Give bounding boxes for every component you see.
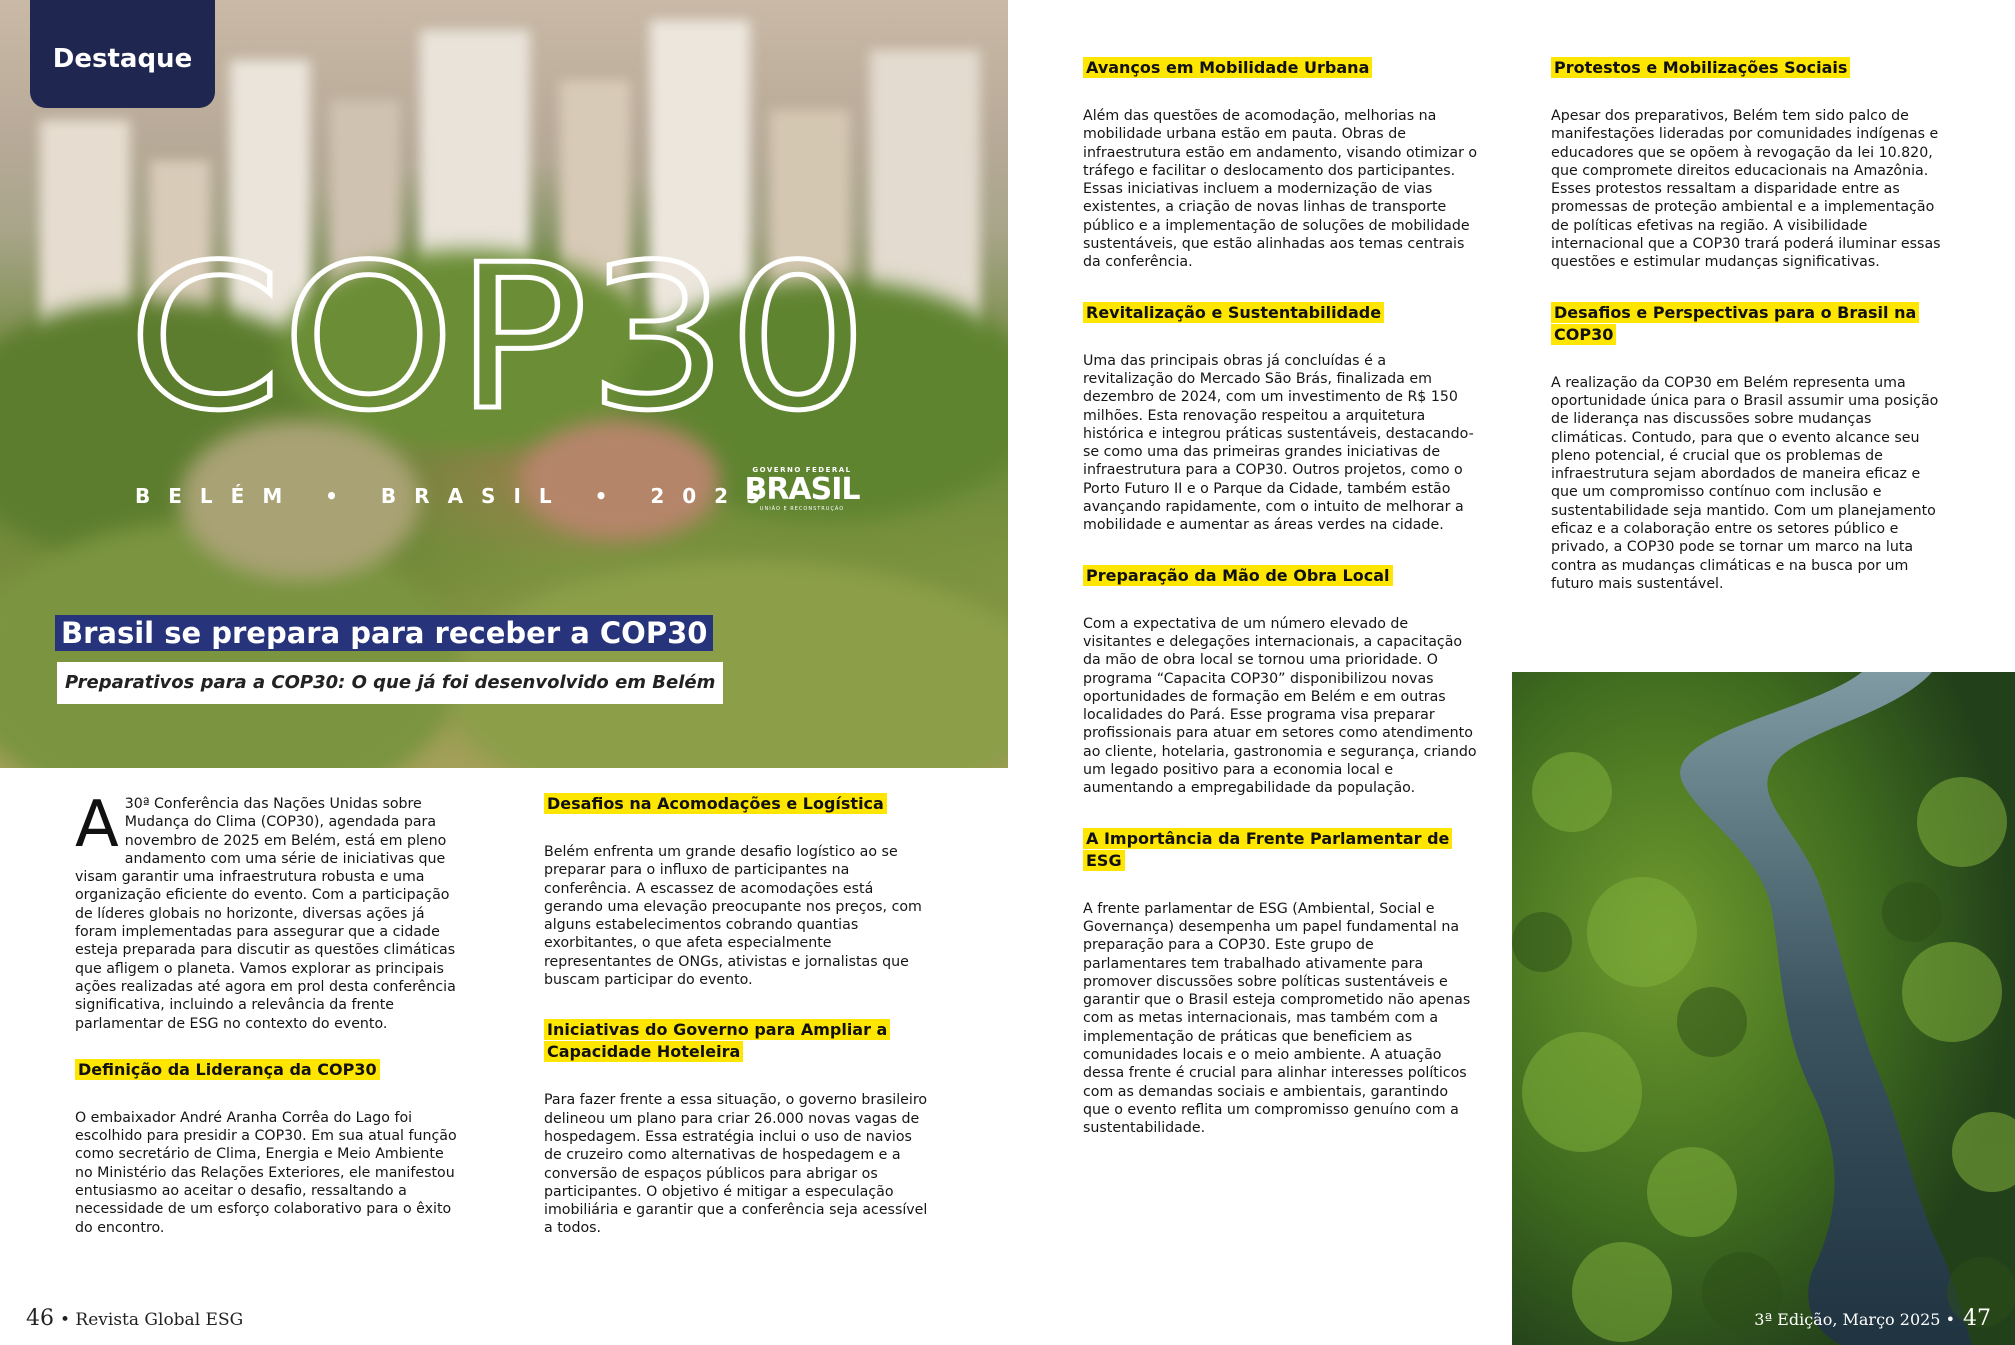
footer-left [26, 1306, 243, 1331]
heading-perspectivas: Desafios e Perspectivas para o Brasil na COP30 [1551, 302, 1919, 345]
gov-logo-top: GOVERNO FEDERAL [752, 466, 852, 474]
gov-logo-bottom: UNIÃO E RECONSTRUÇÃO [759, 506, 845, 512]
intro-paragraph [75, 788, 460, 1033]
text-mobilidade: Além das questões de acomodação, melhorias na mobilidade urbana estão em pauta. Obras de infraestrutura estão em andamento, visando otimizar o tráfego e facilitar o deslocamento dos participantes. Essas iniciativas incluem a modernização de vias existentes, a criação de novas linhas de transporte público e a implementação de soluções de mobilidade sustentáveis, que estão alinhadas aos temas centrais da conferência. [1083, 108, 1478, 271]
column-3 [1083, 57, 1478, 1137]
column-2 [544, 793, 934, 1238]
article-title: Brasil se prepara para receber a COP30 [55, 615, 713, 651]
text-lideranca: O embaixador André Aranha Corrêa do Lago foi escolhido para presidir a COP30. Em sua atual função como secretário de Clima, Energia e Meio Ambiente no Ministério das Relações Exteriores, ele manifestou entusiasmo ao aceitar o desafio, ressaltando a necessidade de um esforço colaborativo para o êxito do encontro. [75, 1109, 457, 1236]
heading-protestos: Protestos e Mobilizações Sociais [1551, 57, 1850, 78]
heading-frente-parlamentar: A Importância da Frente Parlamentar de ESG [1083, 828, 1452, 871]
drop-cap: A [75, 788, 119, 862]
amazon-river-photo [1512, 672, 2015, 1345]
section-badge: Destaque [30, 0, 215, 108]
article-subtitle: Preparativos para a COP30: O que já foi desenvolvido em Belém [57, 662, 723, 704]
cop30-logo-subtitle: BELÉM • BRASIL • 2025 [135, 484, 779, 508]
heading-mobilidade: Avanços em Mobilidade Urbana [1083, 57, 1372, 78]
text-revitalizacao: Uma das principais obras já concluídas é a revitalização do Mercado São Brás, finalizada em dezembro de 2024, com um investimento de R$ 150 milhões. Esta renovação respeitou a arquitetura histórica e integrou práticas sustentáveis, destacando-se como uma das primeiras grandes iniciativas de infraestrutura para a COP30. Outros projetos, como o Porto Futuro II e o Parque da Cidade, também estão avançando rapidamente, com o intuito de melhorar a mobilidade e aumentar as áreas verdes na cidade. [1083, 352, 1474, 534]
edition-info: 3ª Edição, Março 2025 • [1754, 1310, 1955, 1329]
heading-acomodacoes: Desafios na Acomodações e Logística [544, 793, 887, 814]
gov-logo-word: BRASIL [744, 472, 860, 507]
heading-revitalizacao: Revitalização e Sustentabilidade [1083, 302, 1384, 323]
heading-hoteleira: Iniciativas do Governo para Ampliar a Capacidade Hoteleira [544, 1019, 890, 1062]
column-4 [1551, 57, 1946, 593]
hero-photo [0, 0, 1008, 768]
intro-text: 30ª Conferência das Nações Unidas sobre Mudança do Clima (COP30), agendada para novembro de 2025 em Belém, está em pleno andamento com uma série de iniciativas que visam garantir uma infraestrutura robusta e uma organização eficiente do evento. Com a participação de líderes globais no horizonte, diversas ações já foram implementadas para assegurar que a cidade esteja preparada para discutir as questões climáticas que afligem o planeta. Vamos explorar as principais ações realizadas até agora em prol desta conferência significativa, incluindo a relevância da frente parlamentar de ESG no contexto do evento. [75, 796, 456, 1032]
heading-lideranca: Definição da Liderança da COP30 [75, 1059, 380, 1080]
governo-federal-logo [742, 466, 862, 526]
text-hoteleira: Para fazer frente a essa situação, o governo brasileiro delineou um plano para criar 26.000 novas vagas de hospedagem. Essa estratégia inclui o uso de navios de cruzeiro como alternativas de hospedagem e a conversão de espaços públicos para abrigar os participantes. O objetivo é mitigar a especulação imobiliária e garantir que a conferência seja acessível a todos. [544, 1092, 928, 1237]
text-protestos: Apesar dos preparativos, Belém tem sido palco de manifestações lideradas por comunidades indígenas e educadores que se opõem à revogação da lei 10.820, que compromete direitos educacionais na Amazônia. Esses protestos ressaltam a disparidade entre as promessas de proteção ambiental e a implementação de políticas efetivas na região. A visibilidade internacional que a COP30 trará poderá iluminar essas questões e estimular mudanças significativas. [1551, 108, 1941, 271]
page-number-right: 47 [1963, 1306, 1991, 1331]
text-acomodacoes: Belém enfrenta um grande desafio logístico ao se preparar para o influxo de participantes na conferência. A escassez de acomodações está gerando uma elevação preocupante nos preços, com alguns estabelecimentos cobrando quantias exorbitantes, o que afeta especialmente representantes de ONGs, ativistas e jornalistas que buscam participar do evento. [544, 844, 922, 989]
text-perspectivas: A realização da COP30 em Belém representa uma oportunidade única para o Brasil assumir uma posição de liderança nas discussões sobre mudanças climáticas. Contudo, para que o evento alcance seu pleno potencial, é crucial que os problemas de infraestrutura sejam abordados de maneira eficaz e que um compromisso contínuo com inclusão e sustentabilidade seja mantido. Com um planejamento eficaz e a colaboração entre os setores público e privado, a COP30 pode se tornar um marco na luta contra as mudanças climáticas e na busca por um futuro mais sustentável. [1551, 374, 1939, 592]
text-mao-de-obra: Com a expectativa de um número elevado de visitantes e delegações internacionais, a capacitação da mão de obra local se tornou uma prioridade. O programa “Capacita COP30” disponibilizou novas oportunidades de formação em Belém e em outras localidades do Pará. Esse programa visa preparar profissionais para atuar em setores como atendimento ao cliente, hotelaria, gastronomia e segurança, criando um legado positivo para a economia local e aumentando a empregabilidade da população. [1083, 615, 1477, 797]
footer-right [1754, 1306, 1991, 1331]
cop30-logo-text: COP30 [128, 255, 868, 425]
river-illustration [1512, 672, 2015, 1345]
magazine-name: • Revista Global ESG [60, 1310, 244, 1330]
page-number-left: 46 [26, 1306, 54, 1331]
text-frente-parlamentar: A frente parlamentar de ESG (Ambiental, Social e Governança) desempenha um papel fundamental na preparação para a COP30. Este grupo de parlamentares tem trabalhado ativamente para promover discussões sobre políticas sustentáveis e garantir que o Brasil esteja comprometido não apenas com as metas internacionais, mas também com a implementação de práticas que beneficiem as comunidades locais e o meio ambiente. A atuação dessa frente é crucial para alinhar interesses políticos com as demandas sociais e ambientais, garantindo que o evento reflita um compromisso genuíno com a sustentabilidade. [1083, 900, 1471, 1137]
cop30-logo [128, 255, 878, 425]
column-1 [75, 788, 460, 1237]
heading-mao-de-obra: Preparação da Mão de Obra Local [1083, 565, 1393, 586]
